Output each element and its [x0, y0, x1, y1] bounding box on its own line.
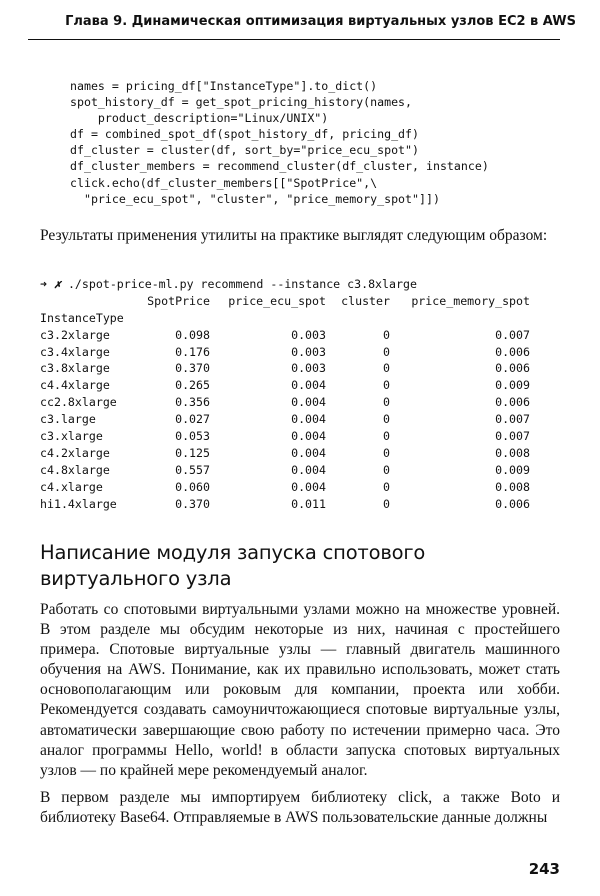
- cluster-cell: 0: [383, 462, 390, 477]
- cluster-cell: 0: [383, 361, 390, 376]
- index-label: InstanceType: [40, 310, 124, 325]
- price-memory-cell: 0.008: [495, 445, 530, 460]
- price-ecu-cell: 0.003: [291, 327, 326, 342]
- index-label-row: [40, 310, 530, 327]
- spot-price-cell: 0.370: [175, 361, 210, 376]
- instance-type-cell: c3.4xlarge: [40, 344, 110, 359]
- price-ecu-cell: 0.004: [291, 395, 326, 410]
- column-header: cluster: [341, 293, 390, 308]
- prompt-arrow-icon: ➜: [40, 277, 47, 291]
- price-ecu-cell: 0.004: [291, 445, 326, 460]
- body-paragraph: В первом разделе мы импортируем библиотеку click, а также Boto и библиотеку Base64. Отправляемые в AWS пользовательские данные должны: [40, 789, 560, 827]
- cluster-cell: 0: [383, 395, 390, 410]
- spot-price-cell: 0.265: [175, 378, 210, 393]
- column-header: price_memory_spot: [411, 293, 530, 308]
- code-line: names = pricing_df["InstanceType"].to_dict(): [70, 79, 378, 93]
- price-ecu-cell: 0.011: [291, 496, 326, 511]
- prompt-x-icon: ✗: [53, 277, 61, 291]
- price-memory-cell: 0.006: [495, 361, 530, 376]
- instance-type-cell: c4.8xlarge: [40, 462, 110, 477]
- price-memory-cell: 0.007: [495, 412, 530, 427]
- code-line: df_cluster = cluster(df, sort_by="price_ecu_spot"): [70, 143, 420, 158]
- spot-price-cell: 0.053: [175, 429, 210, 444]
- spot-price-cell: 0.356: [175, 395, 210, 410]
- section-heading: [40, 540, 560, 592]
- price-memory-cell: 0.008: [495, 479, 530, 494]
- spot-price-cell: 0.060: [175, 479, 210, 494]
- code-line: df = combined_spot_df(spot_history_df, pricing_df): [70, 127, 420, 142]
- spot-price-cell: 0.557: [175, 462, 210, 477]
- instance-type-cell: c4.4xlarge: [40, 378, 110, 393]
- cluster-cell: 0: [383, 479, 390, 494]
- price-ecu-cell: 0.004: [291, 479, 326, 494]
- table-row: [40, 394, 530, 411]
- instance-type-cell: c3.large: [40, 412, 96, 427]
- table-row: [40, 411, 530, 428]
- cluster-cell: 0: [383, 378, 390, 393]
- price-memory-cell: 0.009: [495, 378, 530, 393]
- page-number: 243: [528, 860, 560, 878]
- instance-type-cell: c4.2xlarge: [40, 445, 110, 460]
- price-ecu-cell: 0.003: [291, 344, 326, 359]
- price-memory-cell: 0.009: [495, 462, 530, 477]
- price-memory-cell: 0.006: [495, 496, 530, 511]
- column-header: SpotPrice: [147, 293, 210, 308]
- table-header-row: [40, 293, 530, 310]
- heading-line: виртуального узла: [40, 567, 232, 590]
- price-ecu-cell: 0.003: [291, 361, 326, 376]
- command-text: ./spot-price-ml.py recommend --instance c3.8xlarge: [67, 277, 417, 291]
- price-memory-cell: 0.007: [495, 429, 530, 444]
- table-row: [40, 360, 530, 377]
- table-row: [40, 327, 530, 344]
- price-memory-cell: 0.007: [495, 327, 530, 342]
- command-line: [40, 276, 530, 293]
- table-row: [40, 462, 530, 479]
- terminal-output: [40, 276, 530, 512]
- code-line: product_description="Linux/UNIX"): [70, 111, 329, 126]
- header-divider: [28, 39, 560, 40]
- cluster-cell: 0: [383, 445, 390, 460]
- price-ecu-cell: 0.004: [291, 378, 326, 393]
- code-line: df_cluster_members = recommend_cluster(df_cluster, instance): [70, 159, 489, 174]
- code-listing: [70, 78, 489, 207]
- table-row: [40, 479, 530, 496]
- table-row: [40, 445, 530, 462]
- price-memory-cell: 0.006: [495, 344, 530, 359]
- instance-type-cell: cc2.8xlarge: [40, 395, 117, 410]
- table-body: [40, 327, 530, 513]
- price-ecu-cell: 0.004: [291, 412, 326, 427]
- code-line: "price_ecu_spot", "cluster", "price_memory_spot"]]): [70, 191, 440, 206]
- price-memory-cell: 0.006: [495, 395, 530, 410]
- code-line: click.echo(df_cluster_members[["SpotPrice",\: [70, 175, 378, 190]
- code-line: spot_history_df = get_spot_pricing_history(names,: [70, 95, 413, 110]
- body-paragraph: Работать со спотовыми виртуальными узлами можно на множестве уровней. В этом разделе мы обсудим некоторые из них, начиная с простейшего примера. Спотовые виртуальные узлы — главный двигатель машинного обучения на AWS. Понимание, как их правильно использовать, может стать основополагающим или роковым для компании, проекта или хобби. Рекомендуется создавать самоуничтожающиеся спотовые виртуальные узлы, автоматически завершающие свою работу по истечении примерно часа. Это аналог программы Hello, world! в области запуска спотовых виртуальных узлов — по крайней мере рекомендуемый аналог.: [40, 601, 560, 779]
- instance-type-cell: hi1.4xlarge: [40, 496, 117, 511]
- price-ecu-cell: 0.004: [291, 462, 326, 477]
- cluster-cell: 0: [383, 344, 390, 359]
- table-row: [40, 428, 530, 445]
- table-row: [40, 344, 530, 361]
- spot-price-cell: 0.098: [175, 327, 210, 342]
- table-row: [40, 377, 530, 394]
- cluster-cell: 0: [383, 429, 390, 444]
- intro-paragraph: Результаты применения утилиты на практике выглядят следующим образом:: [40, 227, 548, 244]
- spot-price-cell: 0.027: [175, 412, 210, 427]
- table-row: [40, 496, 530, 513]
- instance-type-cell: c3.xlarge: [40, 429, 103, 444]
- spot-price-cell: 0.125: [175, 445, 210, 460]
- cluster-cell: 0: [383, 496, 390, 511]
- price-ecu-cell: 0.004: [291, 429, 326, 444]
- spot-price-cell: 0.176: [175, 344, 210, 359]
- cluster-cell: 0: [383, 412, 390, 427]
- spot-price-cell: 0.370: [175, 496, 210, 511]
- instance-type-cell: c4.xlarge: [40, 479, 103, 494]
- column-header: price_ecu_spot: [228, 293, 326, 308]
- cluster-cell: 0: [383, 327, 390, 342]
- instance-type-cell: c3.8xlarge: [40, 361, 110, 376]
- heading-line: Написание модуля запуска спотового: [40, 541, 426, 564]
- instance-type-cell: c3.2xlarge: [40, 327, 110, 342]
- running-header: Глава 9. Динамическая оптимизация виртуальных узлов EC2 в AWS: [65, 14, 576, 29]
